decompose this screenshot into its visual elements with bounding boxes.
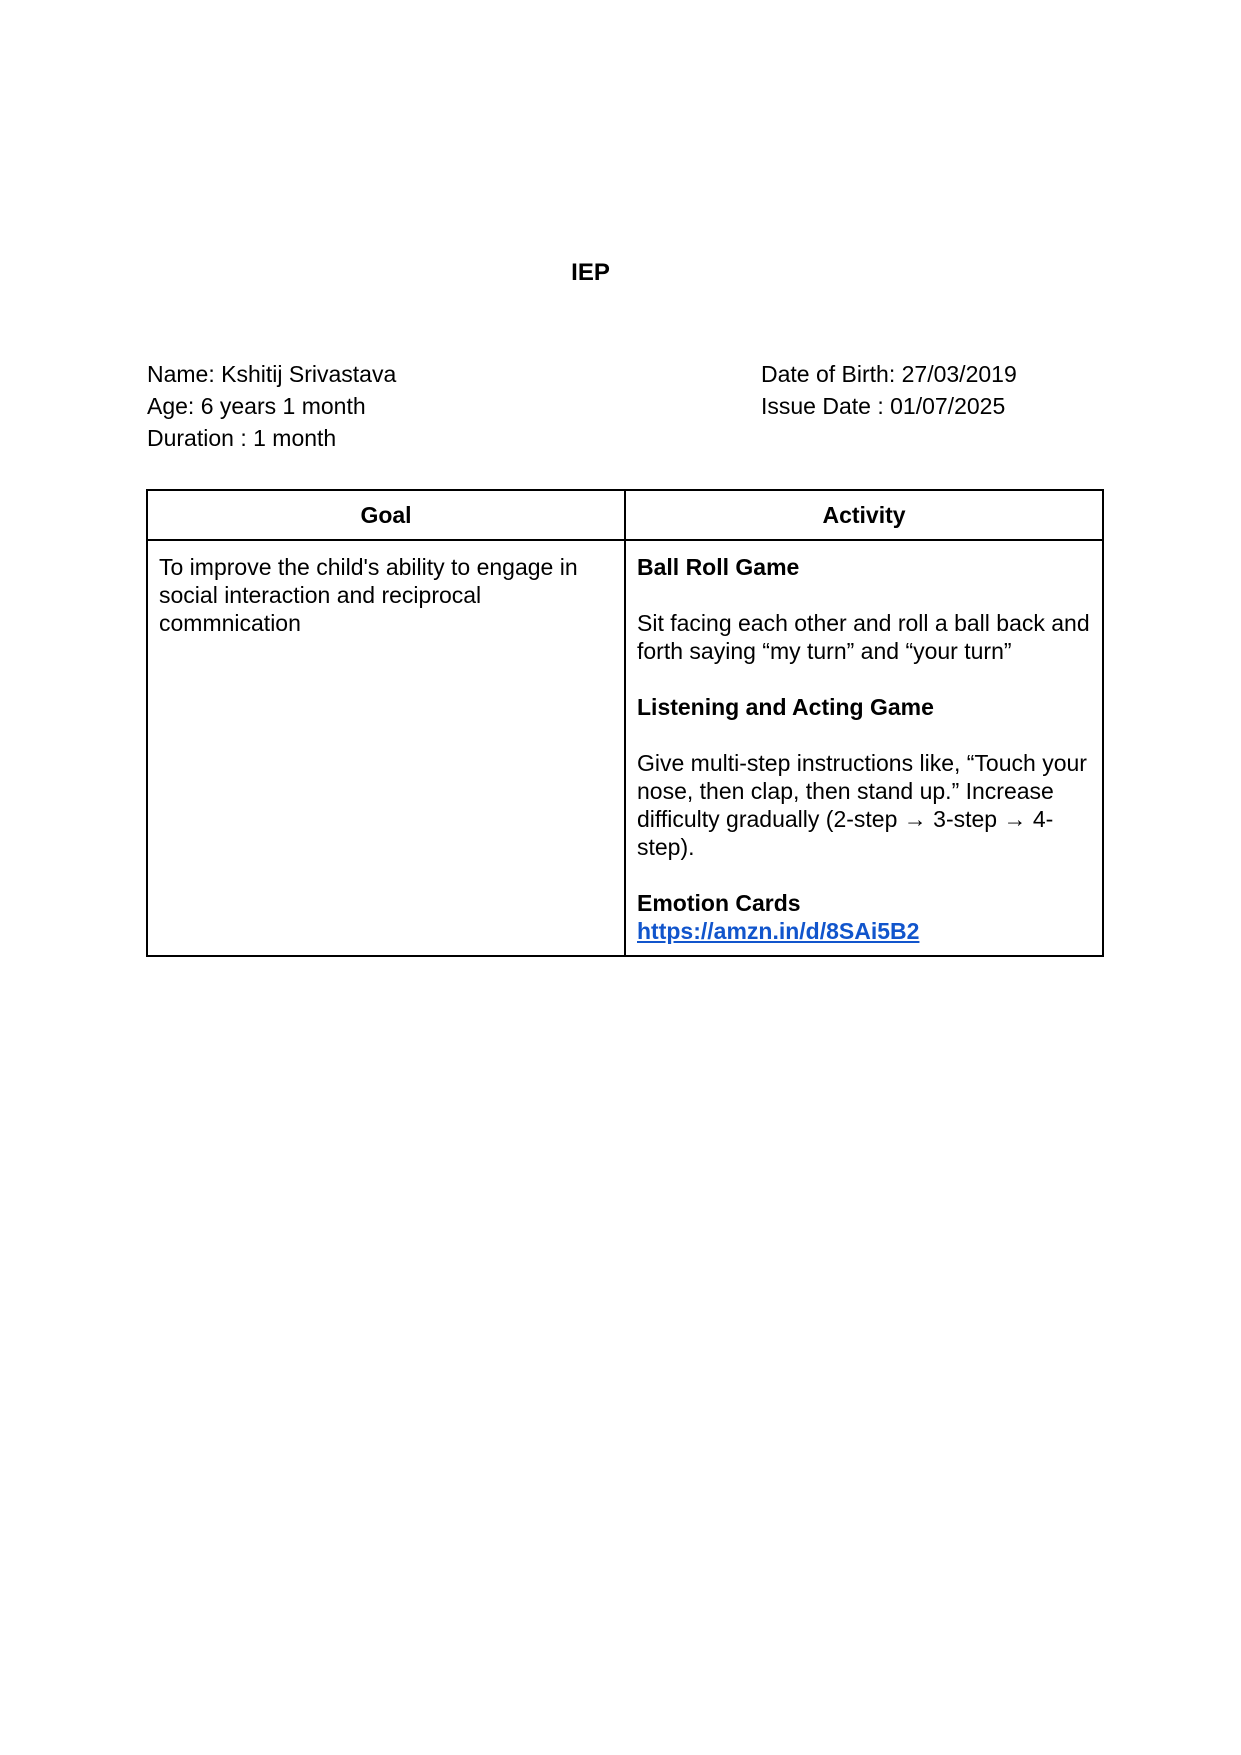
goal-activity-table (146, 489, 1104, 957)
activity-text-listening: Give multi-step instructions like, “Touch your nose, then clap, then stand up.” Increase difficulty gradually (2-step → 3-step → 4-step). (637, 750, 1087, 860)
activity-heading-ball-roll: Ball Roll Game (637, 554, 800, 580)
goal-header: Goal (147, 490, 625, 540)
plan-duration: Duration : 1 month (147, 425, 337, 451)
table-row (147, 540, 1103, 956)
student-age: Age: 6 years 1 month (147, 393, 366, 419)
goal-text: To improve the child's ability to engage in social interaction and reciprocal commnication (159, 554, 578, 636)
goal-cell (147, 540, 625, 956)
activity-header: Activity (625, 490, 1103, 540)
activity-cell (625, 540, 1103, 956)
activity-text-ball-roll: Sit facing each other and roll a ball back and forth saying “my turn” and “your turn” (637, 610, 1090, 664)
table-header-row (147, 490, 1103, 540)
activity-heading-emotion-cards: Emotion Cards (637, 890, 801, 916)
student-info-right (761, 358, 1017, 422)
date-of-birth: Date of Birth: 27/03/2019 (761, 361, 1017, 387)
student-info-left (147, 358, 396, 454)
page-title: IEP (571, 259, 610, 286)
issue-date: Issue Date : 01/07/2025 (761, 393, 1006, 419)
emotion-cards-link[interactable]: https://amzn.in/d/8SAi5B2 (637, 918, 920, 944)
student-name: Name: Kshitij Srivastava (147, 361, 397, 387)
activity-heading-listening: Listening and Acting Game (637, 694, 934, 720)
